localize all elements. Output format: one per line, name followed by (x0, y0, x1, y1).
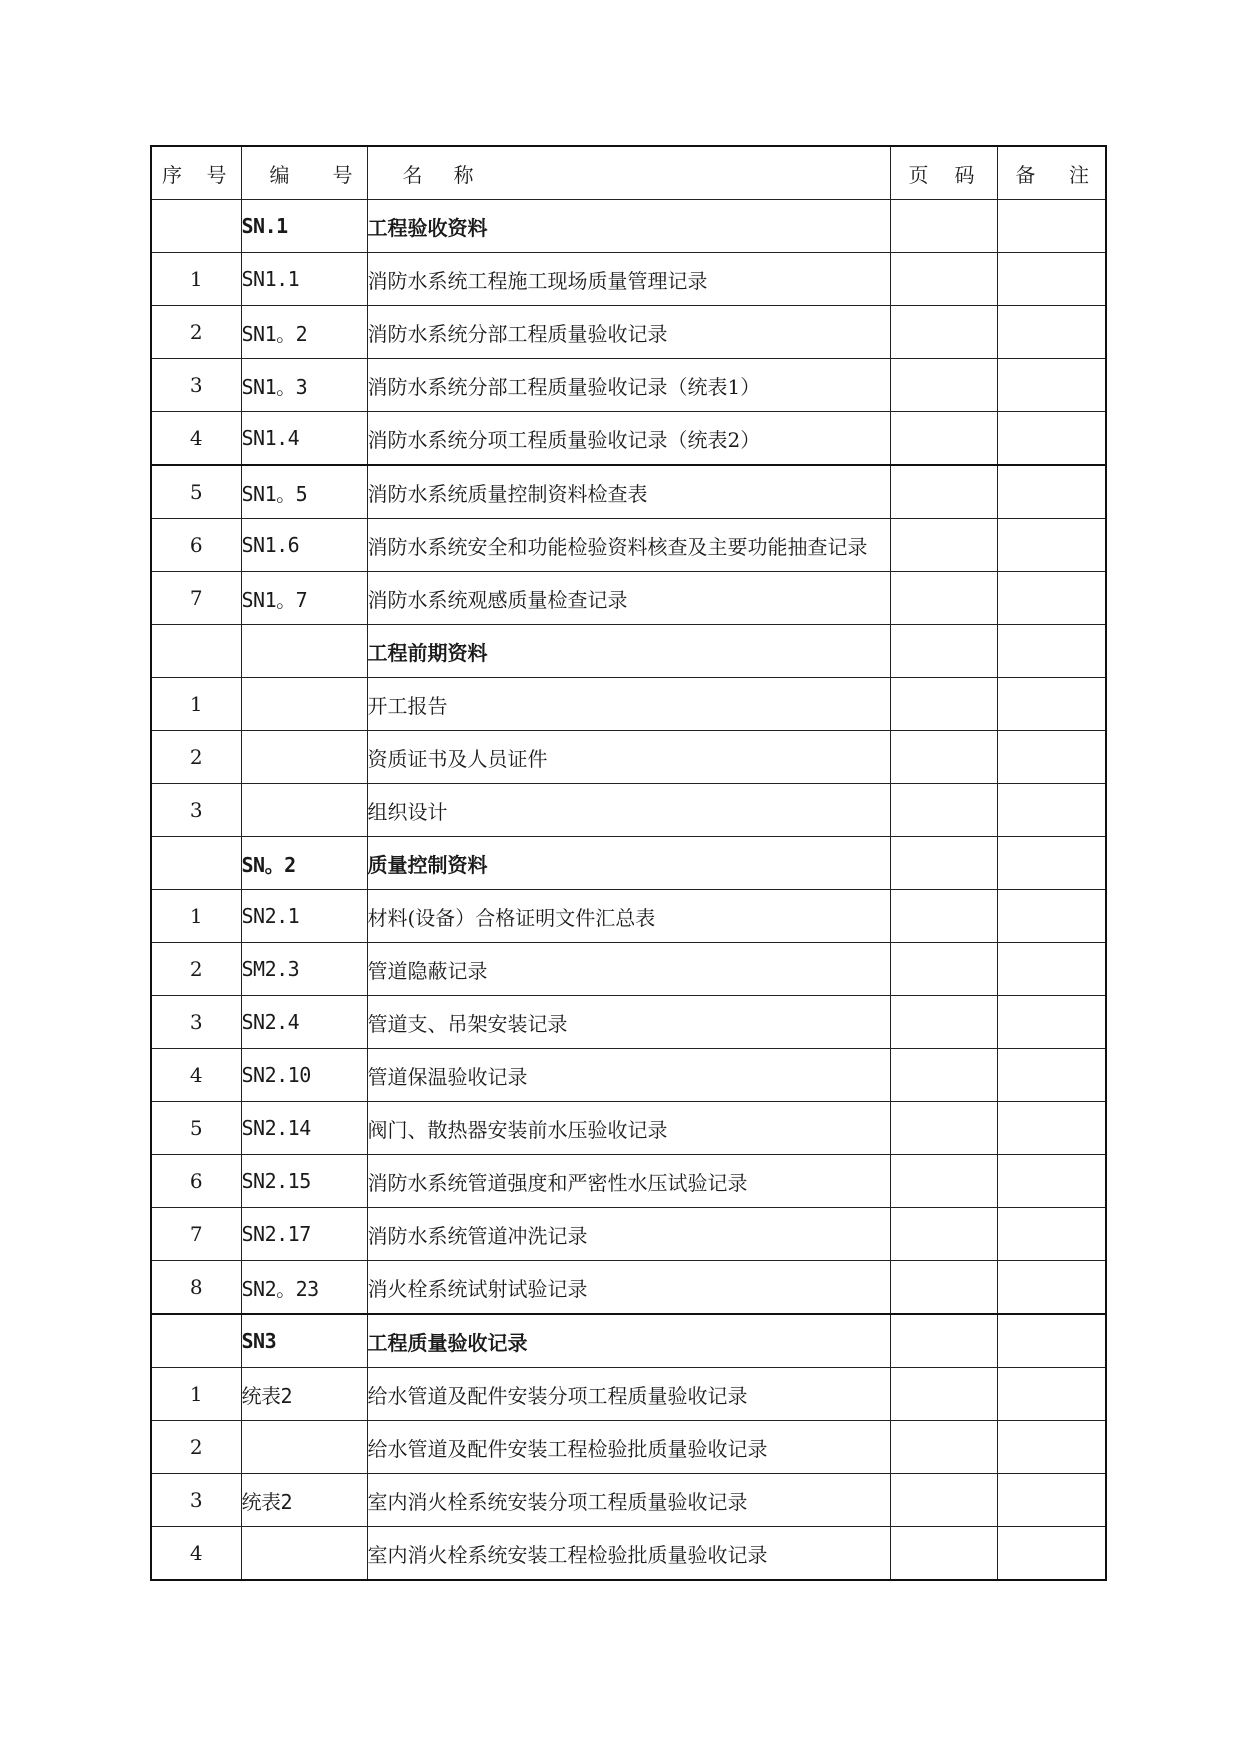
table-row (151, 996, 1106, 1049)
cell-code: SN1。3 (241, 359, 367, 412)
cell-page (890, 1261, 997, 1315)
cell-note (997, 465, 1106, 519)
cell-seq (151, 837, 241, 890)
cell-page (890, 1155, 997, 1208)
cell-code: SN3 (241, 1314, 367, 1368)
cell-note (997, 519, 1106, 572)
cell-seq: 5 (151, 465, 241, 519)
cell-code: SN2.1 (241, 890, 367, 943)
cell-note (997, 253, 1106, 306)
cell-name: 室内消火栓系统安装工程检验批质量验收记录 (367, 1527, 890, 1581)
cell-seq: 3 (151, 359, 241, 412)
cell-seq (151, 200, 241, 253)
cell-note (997, 1314, 1106, 1368)
cell-seq: 2 (151, 731, 241, 784)
cell-seq: 3 (151, 784, 241, 837)
cell-section-title: 质量控制资料 (367, 837, 890, 890)
cell-page (890, 1421, 997, 1474)
table-row (151, 943, 1106, 996)
cell-page (890, 1314, 997, 1368)
cell-note (997, 943, 1106, 996)
cell-name: 消防水系统观感质量检查记录 (367, 572, 890, 625)
table-row (151, 890, 1106, 943)
cell-note (997, 572, 1106, 625)
cell-page (890, 784, 997, 837)
cell-seq (151, 1314, 241, 1368)
cell-seq: 5 (151, 1102, 241, 1155)
cell-page (890, 1368, 997, 1421)
cell-note (997, 731, 1106, 784)
cell-note (997, 1261, 1106, 1315)
cell-code: SN2.4 (241, 996, 367, 1049)
cell-name: 消火栓系统试射试验记录 (367, 1261, 890, 1315)
cell-page (890, 465, 997, 519)
cell-page (890, 1527, 997, 1581)
cell-seq: 6 (151, 519, 241, 572)
cell-note (997, 784, 1106, 837)
cell-page (890, 996, 997, 1049)
header-name: 名 称 (367, 146, 890, 200)
section-row (151, 625, 1106, 678)
table-row (151, 678, 1106, 731)
cell-seq (151, 625, 241, 678)
cell-code: SM2.3 (241, 943, 367, 996)
cell-seq: 7 (151, 572, 241, 625)
cell-note (997, 1368, 1106, 1421)
cell-code (241, 625, 367, 678)
cell-note (997, 1474, 1106, 1527)
cell-name: 消防水系统安全和功能检验资料核查及主要功能抽查记录 (367, 519, 890, 572)
table-row (151, 465, 1106, 519)
cell-name: 消防水系统分部工程质量验收记录（统表1） (367, 359, 890, 412)
header-code: 编 号 (241, 146, 367, 200)
cell-seq: 6 (151, 1155, 241, 1208)
cell-section-title: 工程验收资料 (367, 200, 890, 253)
cell-code: SN1。2 (241, 306, 367, 359)
cell-name: 室内消火栓系统安装分项工程质量验收记录 (367, 1474, 890, 1527)
cell-note (997, 837, 1106, 890)
cell-code (241, 678, 367, 731)
cell-seq: 4 (151, 1049, 241, 1102)
cell-code: SN1.6 (241, 519, 367, 572)
cell-page (890, 519, 997, 572)
section-row (151, 200, 1106, 253)
cell-page (890, 731, 997, 784)
cell-seq: 2 (151, 943, 241, 996)
cell-note (997, 1208, 1106, 1261)
cell-name: 开工报告 (367, 678, 890, 731)
cell-name: 阀门、散热器安装前水压验收记录 (367, 1102, 890, 1155)
cell-page (890, 837, 997, 890)
cell-page (890, 359, 997, 412)
cell-seq: 1 (151, 678, 241, 731)
cell-code: SN1.4 (241, 412, 367, 466)
cell-note (997, 200, 1106, 253)
cell-note (997, 625, 1106, 678)
cell-note (997, 996, 1106, 1049)
cell-section-title: 工程前期资料 (367, 625, 890, 678)
cell-page (890, 200, 997, 253)
cell-seq: 4 (151, 1527, 241, 1581)
cell-note (997, 412, 1106, 466)
table-row (151, 519, 1106, 572)
cell-section-title: 工程质量验收记录 (367, 1314, 890, 1368)
cell-note (997, 1102, 1106, 1155)
table-row (151, 359, 1106, 412)
cell-page (890, 1474, 997, 1527)
table-row (151, 784, 1106, 837)
cell-seq: 1 (151, 1368, 241, 1421)
cell-code: SN1。7 (241, 572, 367, 625)
cell-page (890, 412, 997, 466)
cell-name: 组织设计 (367, 784, 890, 837)
header-page: 页 码 (890, 146, 997, 200)
table-row (151, 731, 1106, 784)
table-row (151, 1102, 1106, 1155)
cell-name: 消防水系统管道强度和严密性水压试验记录 (367, 1155, 890, 1208)
table-row (151, 572, 1106, 625)
cell-seq: 4 (151, 412, 241, 466)
table-row (151, 306, 1106, 359)
cell-note (997, 890, 1106, 943)
cell-code: SN。2 (241, 837, 367, 890)
cell-name: 消防水系统管道冲洗记录 (367, 1208, 890, 1261)
table-row (151, 1421, 1106, 1474)
table-row (151, 253, 1106, 306)
cell-name: 资质证书及人员证件 (367, 731, 890, 784)
cell-page (890, 306, 997, 359)
cell-code: SN2.17 (241, 1208, 367, 1261)
cell-seq: 2 (151, 306, 241, 359)
section-row (151, 837, 1106, 890)
cell-note (997, 1155, 1106, 1208)
cell-code: SN2.14 (241, 1102, 367, 1155)
cell-page (890, 678, 997, 731)
table-row (151, 1474, 1106, 1527)
cell-code (241, 1421, 367, 1474)
cell-page (890, 1049, 997, 1102)
cell-code: SN.1 (241, 200, 367, 253)
cell-page (890, 572, 997, 625)
table-row (151, 1155, 1106, 1208)
catalog-body (151, 200, 1106, 1581)
cell-note (997, 359, 1106, 412)
cell-note (997, 678, 1106, 731)
catalog-table (150, 145, 1107, 1581)
table-row (151, 1049, 1106, 1102)
cell-page (890, 253, 997, 306)
cell-code: SN2。23 (241, 1261, 367, 1315)
cell-code (241, 1527, 367, 1581)
table-row (151, 1208, 1106, 1261)
cell-code: 统表2 (241, 1368, 367, 1421)
table-row (151, 1261, 1106, 1315)
cell-name: 消防水系统工程施工现场质量管理记录 (367, 253, 890, 306)
cell-seq: 3 (151, 1474, 241, 1527)
cell-name: 管道保温验收记录 (367, 1049, 890, 1102)
table-row (151, 412, 1106, 466)
cell-seq: 3 (151, 996, 241, 1049)
cell-page (890, 625, 997, 678)
cell-name: 消防水系统分部工程质量验收记录 (367, 306, 890, 359)
section-row (151, 1314, 1106, 1368)
table-row (151, 1368, 1106, 1421)
cell-name: 给水管道及配件安装分项工程质量验收记录 (367, 1368, 890, 1421)
cell-note (997, 1421, 1106, 1474)
cell-code: SN2.15 (241, 1155, 367, 1208)
header-seq: 序 号 (151, 146, 241, 200)
cell-name: 管道支、吊架安装记录 (367, 996, 890, 1049)
cell-page (890, 890, 997, 943)
header-note: 备 注 (997, 146, 1106, 200)
cell-code (241, 784, 367, 837)
cell-seq: 1 (151, 253, 241, 306)
cell-seq: 8 (151, 1261, 241, 1315)
cell-page (890, 1208, 997, 1261)
cell-page (890, 943, 997, 996)
cell-name: 管道隐蔽记录 (367, 943, 890, 996)
cell-code (241, 731, 367, 784)
table-row (151, 1527, 1106, 1581)
cell-code: SN1.1 (241, 253, 367, 306)
cell-note (997, 1527, 1106, 1581)
cell-code: SN2.10 (241, 1049, 367, 1102)
cell-name: 消防水系统分项工程质量验收记录（统表2） (367, 412, 890, 466)
cell-seq: 2 (151, 1421, 241, 1474)
cell-seq: 7 (151, 1208, 241, 1261)
cell-name: 材料(设备）合格证明文件汇总表 (367, 890, 890, 943)
cell-name: 消防水系统质量控制资料检查表 (367, 465, 890, 519)
cell-code: SN1。5 (241, 465, 367, 519)
cell-code: 统表2 (241, 1474, 367, 1527)
cell-note (997, 1049, 1106, 1102)
header-row (151, 146, 1106, 200)
cell-seq: 1 (151, 890, 241, 943)
cell-note (997, 306, 1106, 359)
cell-page (890, 1102, 997, 1155)
cell-name: 给水管道及配件安装工程检验批质量验收记录 (367, 1421, 890, 1474)
